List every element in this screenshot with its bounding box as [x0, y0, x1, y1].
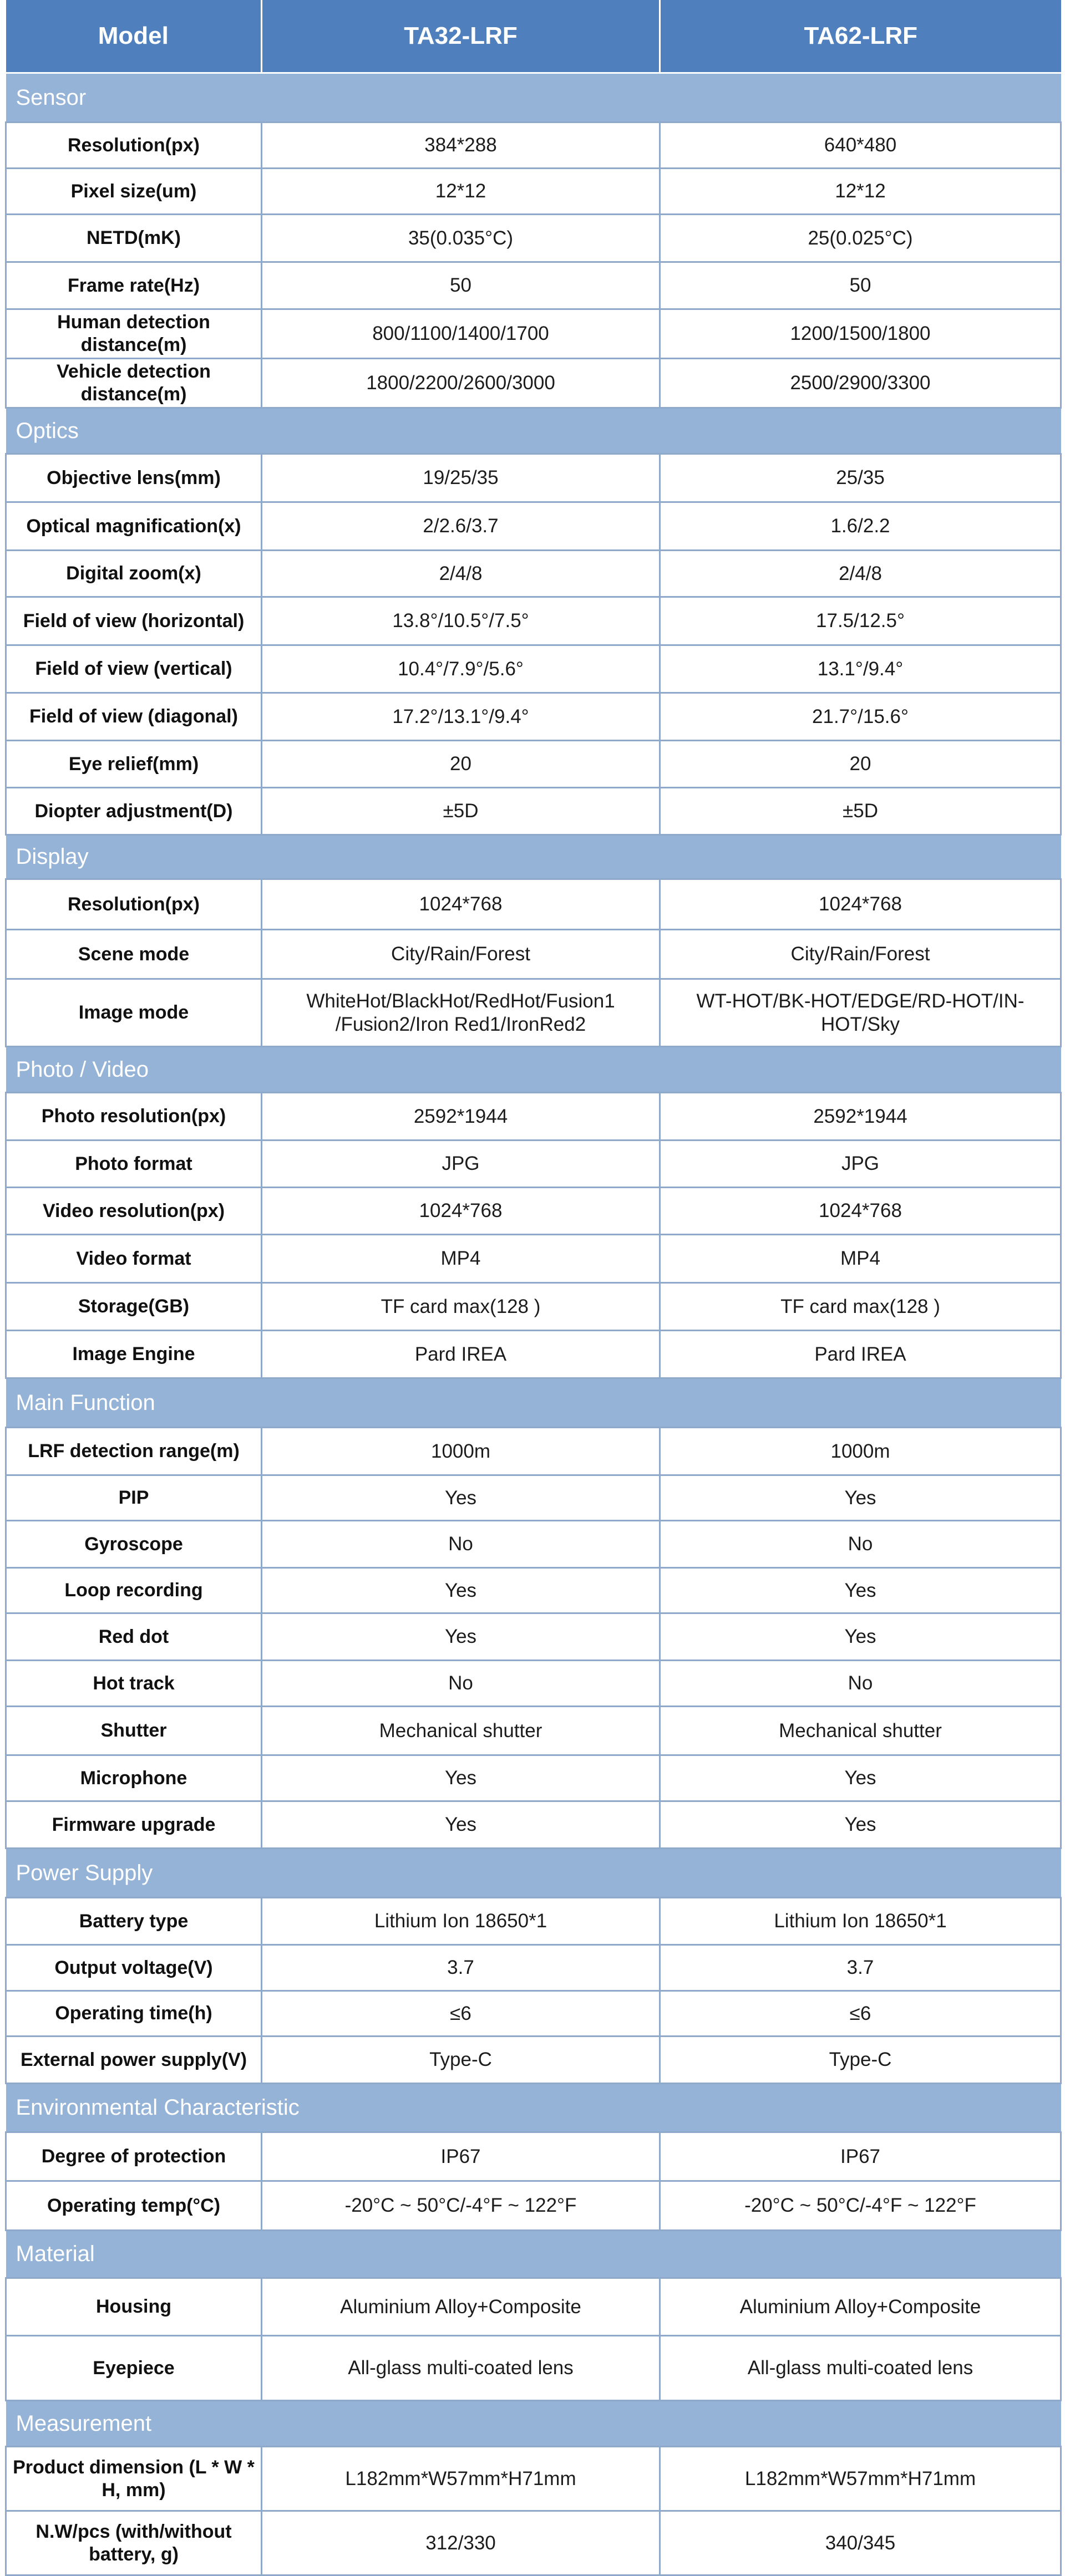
- spec-label: Video resolution(px): [6, 1188, 262, 1235]
- spec-label: Eye relief(mm): [6, 741, 262, 788]
- spec-label: Shutter: [6, 1707, 262, 1755]
- spec-value-model-2: TF card max(128 ): [660, 1283, 1061, 1331]
- section-title: Main Function: [6, 1378, 1061, 1428]
- spec-value-model-1: L182mm*W57mm*H71mm: [262, 2447, 660, 2511]
- spec-value-model-1: 312/330: [262, 2511, 660, 2575]
- spec-value-model-2: No: [660, 1661, 1061, 1707]
- spec-value-model-1: 1024*768: [262, 1188, 660, 1235]
- spec-value-model-2: Type-C: [660, 2037, 1061, 2084]
- spec-value-model-1: 2/4/8: [262, 551, 660, 597]
- spec-value-model-2: 340/345: [660, 2511, 1061, 2575]
- spec-label: NETD(mK): [6, 215, 262, 262]
- spec-value-model-2: 25(0.025°C): [660, 215, 1061, 262]
- spec-row: [6, 2336, 1061, 2401]
- spec-value-model-1: Aluminium Alloy+Composite: [262, 2278, 660, 2336]
- spec-value-model-1: Yes: [262, 1568, 660, 1613]
- spec-value-model-2: IP67: [660, 2132, 1061, 2181]
- header-model-2: TA62-LRF: [660, 0, 1061, 73]
- spec-value-model-1: 1800/2200/2600/3000: [262, 359, 660, 408]
- spec-value-model-2: All-glass multi-coated lens: [660, 2336, 1061, 2401]
- spec-value-model-1: ±5D: [262, 788, 660, 835]
- spec-value-model-1: 2/2.6/3.7: [262, 502, 660, 551]
- spec-row: [6, 1235, 1061, 1283]
- spec-value-model-1: City/Rain/Forest: [262, 930, 660, 979]
- spec-value-model-1: 1000m: [262, 1428, 660, 1475]
- spec-value-model-1: TF card max(128 ): [262, 1283, 660, 1331]
- spec-row: [6, 1331, 1061, 1378]
- spec-label: Human detection distance(m): [6, 309, 262, 359]
- spec-value-model-1: 19/25/35: [262, 454, 660, 502]
- spec-value-model-1: Lithium Ion 18650*1: [262, 1898, 660, 1945]
- spec-label: Photo resolution(px): [6, 1093, 262, 1141]
- spec-value-model-2: 25/35: [660, 454, 1061, 502]
- spec-row: [6, 1475, 1061, 1521]
- spec-label: Operating temp(°C): [6, 2181, 262, 2231]
- spec-value-model-1: 3.7: [262, 1945, 660, 1991]
- spec-row: [6, 1801, 1061, 1849]
- spec-row: [6, 879, 1061, 930]
- spec-row: [6, 1991, 1061, 2037]
- section-header: [6, 73, 1061, 123]
- spec-label: Resolution(px): [6, 879, 262, 930]
- section-header: [6, 2084, 1061, 2132]
- spec-label: Loop recording: [6, 1568, 262, 1613]
- spec-value-model-2: Yes: [660, 1568, 1061, 1613]
- spec-value-model-1: All-glass multi-coated lens: [262, 2336, 660, 2401]
- spec-row: [6, 2447, 1061, 2511]
- spec-value-model-1: 35(0.035°C): [262, 215, 660, 262]
- spec-row: [6, 2181, 1061, 2231]
- section-title: Sensor: [6, 73, 1061, 123]
- spec-row: [6, 1428, 1061, 1475]
- section-header: [6, 2401, 1061, 2447]
- spec-label: Firmware upgrade: [6, 1801, 262, 1849]
- spec-row: [6, 215, 1061, 262]
- spec-value-model-1: 800/1100/1400/1700: [262, 309, 660, 359]
- spec-row: [6, 1093, 1061, 1141]
- spec-label: PIP: [6, 1475, 262, 1521]
- spec-value-model-2: 1.6/2.2: [660, 502, 1061, 551]
- spec-label: Field of view (horizontal): [6, 597, 262, 645]
- spec-value-model-1: Pard IREA: [262, 1331, 660, 1378]
- spec-label: Gyroscope: [6, 1521, 262, 1568]
- spec-value-model-2: 1200/1500/1800: [660, 309, 1061, 359]
- header-row: [6, 0, 1061, 73]
- spec-value-model-1: Yes: [262, 1801, 660, 1849]
- spec-label: N.W/pcs (with/without battery, g): [6, 2511, 262, 2575]
- spec-row: [6, 2278, 1061, 2336]
- spec-value-model-2: WT-HOT/BK-HOT/EDGE/RD-HOT/IN-HOT/Sky: [660, 979, 1061, 1047]
- section-title: Material: [6, 2231, 1061, 2278]
- spec-value-model-2: Aluminium Alloy+Composite: [660, 2278, 1061, 2336]
- spec-value-model-2: 2592*1944: [660, 1093, 1061, 1141]
- header-model-1: TA32-LRF: [262, 0, 660, 73]
- spec-row: [6, 693, 1061, 741]
- spec-value-model-2: Yes: [660, 1755, 1061, 1801]
- spec-value-model-2: 17.5/12.5°: [660, 597, 1061, 645]
- spec-value-model-1: ≤6: [262, 1991, 660, 2037]
- spec-row: [6, 1521, 1061, 1568]
- section-header: [6, 835, 1061, 879]
- spec-value-model-2: 3.7: [660, 1945, 1061, 1991]
- spec-label: Storage(GB): [6, 1283, 262, 1331]
- spec-value-model-2: Yes: [660, 1475, 1061, 1521]
- spec-value-model-1: 17.2°/13.1°/9.4°: [262, 693, 660, 741]
- section-title: Measurement: [6, 2401, 1061, 2447]
- spec-label: Image mode: [6, 979, 262, 1047]
- spec-value-model-1: IP67: [262, 2132, 660, 2181]
- section-title: Display: [6, 835, 1061, 879]
- spec-value-model-1: 12*12: [262, 169, 660, 215]
- spec-label: Scene mode: [6, 930, 262, 979]
- spec-value-model-1: JPG: [262, 1141, 660, 1188]
- spec-value-model-2: -20°C ~ 50°C/-4°F ~ 122°F: [660, 2181, 1061, 2231]
- spec-row: [6, 169, 1061, 215]
- section-title: Photo / Video: [6, 1047, 1061, 1093]
- spec-value-model-1: 20: [262, 741, 660, 788]
- section-title: Power Supply: [6, 1849, 1061, 1898]
- spec-row: [6, 359, 1061, 408]
- spec-row: [6, 979, 1061, 1047]
- spec-row: [6, 502, 1061, 551]
- spec-label: Battery type: [6, 1898, 262, 1945]
- spec-row: [6, 788, 1061, 835]
- spec-value-model-2: 1024*768: [660, 1188, 1061, 1235]
- spec-value-model-1: Yes: [262, 1755, 660, 1801]
- section-header: [6, 408, 1061, 454]
- spec-row: [6, 645, 1061, 693]
- spec-label: Image Engine: [6, 1331, 262, 1378]
- spec-value-model-2: 13.1°/9.4°: [660, 645, 1061, 693]
- spec-label: Housing: [6, 2278, 262, 2336]
- spec-label: Field of view (vertical): [6, 645, 262, 693]
- spec-value-model-1: Mechanical shutter: [262, 1707, 660, 1755]
- spec-value-model-1: 2592*1944: [262, 1093, 660, 1141]
- spec-label: Degree of protection: [6, 2132, 262, 2181]
- spec-row: [6, 454, 1061, 502]
- spec-row: [6, 262, 1061, 309]
- section-title: Optics: [6, 408, 1061, 454]
- spec-row: [6, 2511, 1061, 2575]
- spec-value-model-2: 1000m: [660, 1428, 1061, 1475]
- spec-value-model-2: 2/4/8: [660, 551, 1061, 597]
- spec-value-model-2: L182mm*W57mm*H71mm: [660, 2447, 1061, 2511]
- spec-value-model-2: Lithium Ion 18650*1: [660, 1898, 1061, 1945]
- spec-row: [6, 597, 1061, 645]
- spec-label: Resolution(px): [6, 123, 262, 169]
- spec-label: Optical magnification(x): [6, 502, 262, 551]
- spec-value-model-2: ≤6: [660, 1991, 1061, 2037]
- spec-label: Hot track: [6, 1661, 262, 1707]
- spec-value-model-2: 640*480: [660, 123, 1061, 169]
- spec-value-model-2: City/Rain/Forest: [660, 930, 1061, 979]
- spec-row: [6, 741, 1061, 788]
- spec-row: [6, 1898, 1061, 1945]
- spec-row: [6, 2132, 1061, 2181]
- spec-value-model-2: 21.7°/15.6°: [660, 693, 1061, 741]
- spec-row: [6, 1568, 1061, 1613]
- spec-value-model-1: No: [262, 1661, 660, 1707]
- spec-value-model-1: WhiteHot/BlackHot/RedHot/Fusion1 /Fusion2/Iron Red1/IronRed2: [262, 979, 660, 1047]
- spec-label: Photo format: [6, 1141, 262, 1188]
- spec-row: [6, 2037, 1061, 2084]
- spec-row: [6, 1188, 1061, 1235]
- spec-row: [6, 1283, 1061, 1331]
- spec-label: Operating time(h): [6, 1991, 262, 2037]
- spec-value-model-2: 12*12: [660, 169, 1061, 215]
- spec-row: [6, 1755, 1061, 1801]
- spec-label: Pixel size(um): [6, 169, 262, 215]
- spec-row: [6, 1945, 1061, 1991]
- spec-value-model-1: 384*288: [262, 123, 660, 169]
- spec-value-model-1: Type-C: [262, 2037, 660, 2084]
- spec-label: LRF detection range(m): [6, 1428, 262, 1475]
- spec-table: [5, 0, 1062, 2576]
- spec-value-model-2: Yes: [660, 1613, 1061, 1661]
- spec-row: [6, 309, 1061, 359]
- spec-label: Field of view (diagonal): [6, 693, 262, 741]
- spec-value-model-2: 20: [660, 741, 1061, 788]
- spec-value-model-2: Mechanical shutter: [660, 1707, 1061, 1755]
- spec-value-model-1: Yes: [262, 1613, 660, 1661]
- spec-value-model-2: 1024*768: [660, 879, 1061, 930]
- spec-row: [6, 1661, 1061, 1707]
- spec-value-model-2: ±5D: [660, 788, 1061, 835]
- spec-row: [6, 1613, 1061, 1661]
- spec-value-model-1: 10.4°/7.9°/5.6°: [262, 645, 660, 693]
- spec-value-model-2: Yes: [660, 1801, 1061, 1849]
- header-model-label: Model: [6, 0, 262, 73]
- spec-label: Microphone: [6, 1755, 262, 1801]
- spec-label: Digital zoom(x): [6, 551, 262, 597]
- spec-label: External power supply(V): [6, 2037, 262, 2084]
- spec-label: Eyepiece: [6, 2336, 262, 2401]
- spec-value-model-1: 50: [262, 262, 660, 309]
- section-header: [6, 1047, 1061, 1093]
- section-header: [6, 1849, 1061, 1898]
- section-header: [6, 1378, 1061, 1428]
- spec-row: [6, 551, 1061, 597]
- spec-value-model-2: Pard IREA: [660, 1331, 1061, 1378]
- spec-value-model-1: MP4: [262, 1235, 660, 1283]
- spec-value-model-1: No: [262, 1521, 660, 1568]
- spec-label: Red dot: [6, 1613, 262, 1661]
- spec-value-model-2: 50: [660, 262, 1061, 309]
- spec-label: Vehicle detection distance(m): [6, 359, 262, 408]
- spec-value-model-1: -20°C ~ 50°C/-4°F ~ 122°F: [262, 2181, 660, 2231]
- spec-value-model-1: 13.8°/10.5°/7.5°: [262, 597, 660, 645]
- spec-row: [6, 930, 1061, 979]
- spec-label: Diopter adjustment(D): [6, 788, 262, 835]
- spec-row: [6, 1707, 1061, 1755]
- spec-value-model-2: JPG: [660, 1141, 1061, 1188]
- spec-value-model-2: 2500/2900/3300: [660, 359, 1061, 408]
- spec-value-model-2: No: [660, 1521, 1061, 1568]
- spec-label: Objective lens(mm): [6, 454, 262, 502]
- section-title: Environmental Characteristic: [6, 2084, 1061, 2132]
- spec-label: Video format: [6, 1235, 262, 1283]
- spec-label: Frame rate(Hz): [6, 262, 262, 309]
- spec-value-model-1: Yes: [262, 1475, 660, 1521]
- spec-value-model-1: 1024*768: [262, 879, 660, 930]
- spec-row: [6, 1141, 1061, 1188]
- spec-row: [6, 123, 1061, 169]
- spec-value-model-2: MP4: [660, 1235, 1061, 1283]
- spec-label: Output voltage(V): [6, 1945, 262, 1991]
- spec-label: Product dimension (L * W * H, mm): [6, 2447, 262, 2511]
- section-header: [6, 2231, 1061, 2278]
